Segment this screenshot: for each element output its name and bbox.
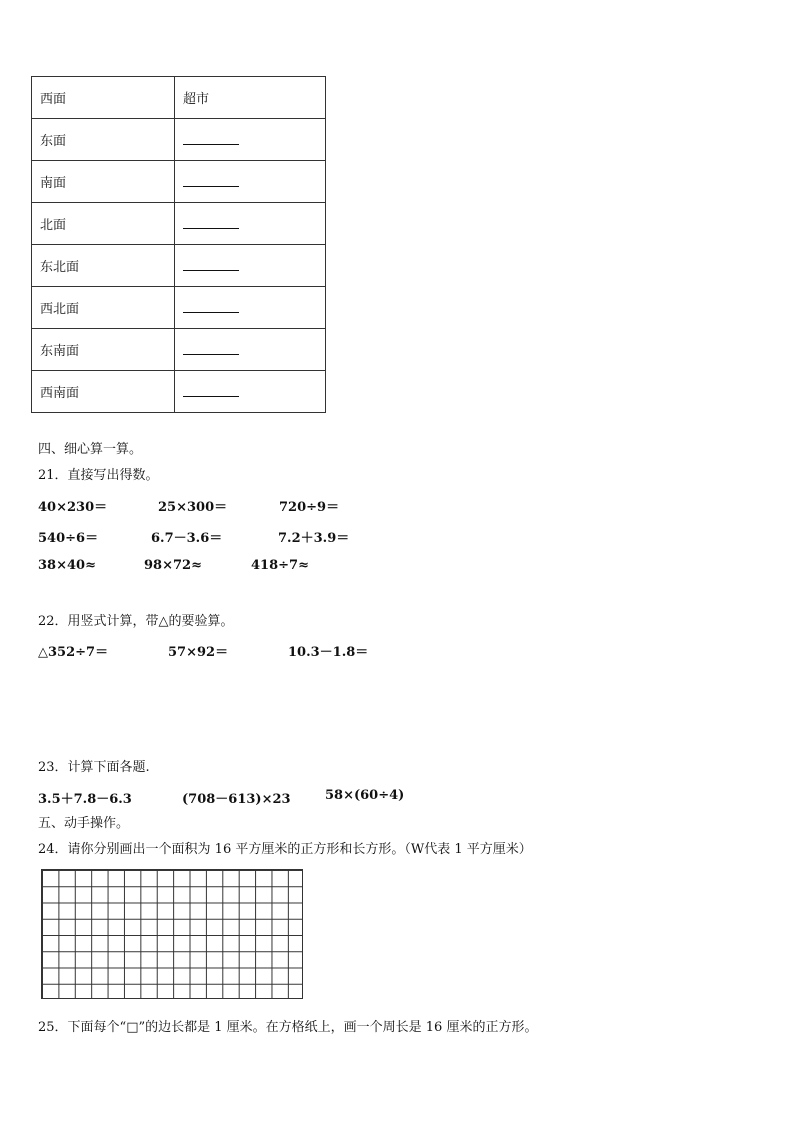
section-heading-4: 四、细心算一算。 [38, 442, 143, 457]
expression: 6.7－3.6＝ [151, 531, 223, 546]
table-row [32, 203, 326, 245]
answer-blank-cell[interactable] [175, 371, 326, 413]
expression: 38×40≈ [38, 558, 96, 573]
expression: 7.2＋3.9＝ [278, 531, 350, 546]
direction-cell: 西面 [32, 77, 175, 119]
expression: 25×300＝ [158, 500, 228, 515]
answer-blank-cell[interactable] [175, 161, 326, 203]
table-row [32, 371, 326, 413]
question-24-title: 24．请你分别画出一个面积为 16 平方厘米的正方形和长方形。（W代表 1 平方厘米） [38, 842, 532, 857]
expression: 98×72≈ [144, 558, 202, 573]
table-row [32, 77, 326, 119]
answer-blank[interactable] [183, 386, 239, 397]
direction-table [31, 76, 326, 413]
expression: 58×(60÷4) [325, 788, 405, 803]
question-25-title: 25．下面每个“□”的边长都是 1 厘米。在方格纸上，画一个周长是 16 厘米的正方形。 [38, 1020, 538, 1035]
answer-blank[interactable] [183, 344, 239, 355]
direction-cell: 北面 [32, 203, 175, 245]
expression: 57×92＝ [168, 645, 229, 660]
direction-cell: 西南面 [32, 371, 175, 413]
question-23-title: 23．计算下面各题. [38, 760, 150, 775]
answer-blank[interactable] [183, 176, 239, 187]
answer-blank[interactable] [183, 218, 239, 229]
table-row [32, 287, 326, 329]
direction-cell: 南面 [32, 161, 175, 203]
expression: (708－613)×23 [182, 792, 291, 807]
expression: 540÷6＝ [38, 531, 99, 546]
expression: △352÷7＝ [38, 645, 109, 660]
answer-blank-cell[interactable] [175, 119, 326, 161]
answer-blank-cell[interactable] [175, 245, 326, 287]
answer-blank-cell[interactable] [175, 329, 326, 371]
expression: 10.3－1.8＝ [288, 645, 369, 660]
direction-cell: 东北面 [32, 245, 175, 287]
question-21-title: 21．直接写出得数。 [38, 468, 159, 483]
expression: 418÷7≈ [251, 558, 309, 573]
direction-cell: 东南面 [32, 329, 175, 371]
direction-cell: 西北面 [32, 287, 175, 329]
place-cell: 超市 [175, 77, 326, 119]
answer-blank-cell[interactable] [175, 203, 326, 245]
table-row [32, 161, 326, 203]
square-grid[interactable] [41, 869, 303, 999]
expression: 3.5＋7.8－6.3 [38, 792, 132, 807]
answer-blank[interactable] [183, 134, 239, 145]
table-row [32, 245, 326, 287]
expression: 40×230＝ [38, 500, 108, 515]
table-row [32, 329, 326, 371]
question-22-title: 22．用竖式计算，带△的要验算。 [38, 614, 234, 629]
section-heading-5: 五、动手操作。 [38, 816, 130, 831]
table-row [32, 119, 326, 161]
direction-cell: 东面 [32, 119, 175, 161]
answer-blank-cell[interactable] [175, 287, 326, 329]
expression: 720÷9＝ [279, 500, 340, 515]
answer-blank[interactable] [183, 302, 239, 313]
answer-blank[interactable] [183, 260, 239, 271]
